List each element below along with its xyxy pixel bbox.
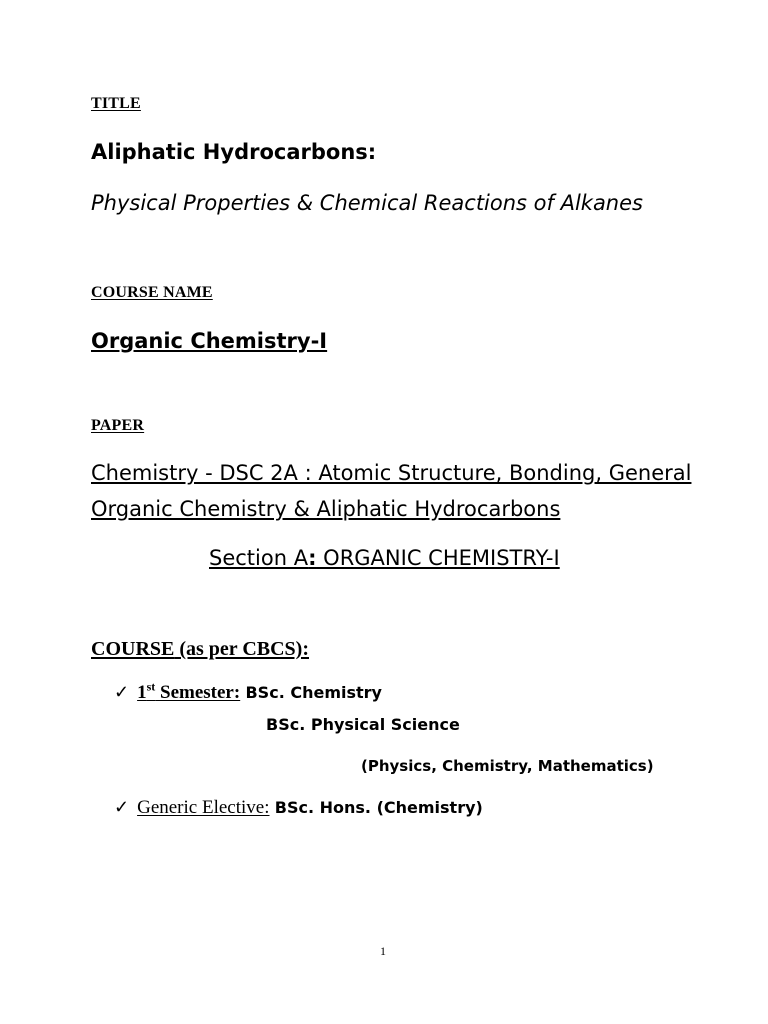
generic-elective-value: BSc. Hons. (Chemistry)	[274, 798, 483, 817]
course-heading-main: COURSE	[91, 638, 175, 660]
course-heading	[91, 638, 309, 661]
title-label: TITLE	[91, 95, 141, 112]
document-subtitle: Physical Properties & Chemical Reactions of Alkanes	[91, 191, 643, 215]
page-number: 1	[380, 944, 386, 958]
section-heading	[209, 546, 560, 570]
course-name-value: Organic Chemistry-I	[91, 329, 328, 353]
semester-value-3: (Physics, Chemistry, Mathematics)	[361, 757, 654, 775]
course-name-label: COURSE NAME	[91, 284, 213, 301]
semester-value-2: BSc. Physical Science	[266, 715, 460, 734]
checkmark-icon: ✓	[114, 797, 130, 817]
paper-label: PAPER	[91, 417, 145, 434]
course-heading-rest: (as per CBCS):	[174, 638, 309, 660]
paper-line-1: Chemistry - DSC 2A : Atomic Structure, Bonding, General	[91, 461, 692, 485]
list-item-generic-elective	[114, 797, 483, 819]
section-prefix: Section A	[209, 546, 309, 570]
generic-elective-label: Generic Elective:	[137, 797, 270, 818]
paper-description	[91, 455, 711, 527]
semester-label: 1st Semester:	[137, 679, 241, 703]
checkmark-icon: ✓	[114, 682, 130, 702]
section-value: ORGANIC CHEMISTRY-I	[316, 546, 560, 570]
section-colon: :	[308, 546, 317, 570]
semester-value-1: BSc. Chemistry	[245, 683, 382, 702]
paper-line-2: Organic Chemistry & Aliphatic Hydrocarbons	[91, 497, 561, 521]
list-item-semester	[114, 679, 382, 704]
document-title: Aliphatic Hydrocarbons:	[91, 140, 377, 164]
